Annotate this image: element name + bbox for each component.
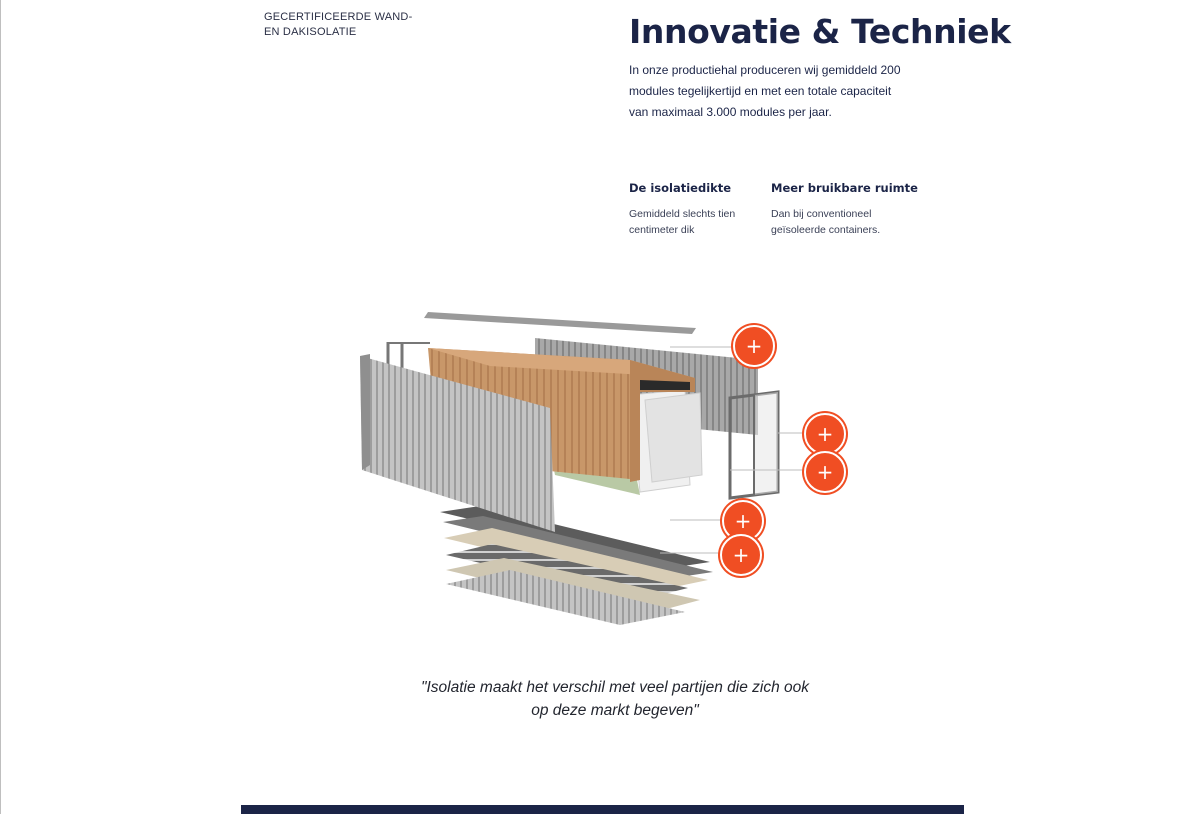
- pull-quote: [390, 676, 840, 722]
- page-left-border: [0, 0, 1, 814]
- container-exploded-illustration: [340, 300, 860, 630]
- feature-title: De isolatiedikte: [629, 181, 732, 195]
- eyebrow-line-1: GECERTIFICEERDE WAND-: [264, 11, 413, 23]
- hotspot-door-button[interactable]: [804, 413, 846, 455]
- container-exploded-drawing: [340, 300, 860, 630]
- quote-line-2: op deze markt begeven": [531, 702, 699, 719]
- front-wall-edge: [360, 354, 370, 470]
- plus-icon: +: [816, 422, 834, 446]
- feature-usable-space: [771, 180, 921, 238]
- plus-icon: +: [732, 543, 750, 567]
- feature-insulation-thickness: [629, 180, 764, 238]
- page-title: Innovatie & Techniek: [629, 12, 1011, 51]
- eyebrow-line-2: EN DAKISOLATIE: [264, 26, 357, 38]
- feature-text: Gemiddeld slechts tien centimeter dik: [629, 208, 736, 236]
- quote-line-1: "Isolatie maakt het verschil met veel partijen die zich ook: [420, 679, 809, 696]
- intro-paragraph: In onze productiehal produceren wij gemiddeld 200 modules tegelijkertijd en met een totale capaciteit van maximaal 3.000 modules per jaar.: [629, 63, 901, 119]
- plus-icon: +: [816, 460, 834, 484]
- footer-band: [241, 805, 964, 814]
- feature-text: Dan bij conventioneel geïsoleerde containers.: [771, 208, 881, 236]
- feature-title: Meer bruikbare ruimte: [771, 181, 918, 195]
- section-eyebrow: [264, 10, 414, 40]
- hotspot-wall-button[interactable]: [804, 451, 846, 493]
- hotspot-roof-button[interactable]: [733, 325, 775, 367]
- plus-icon: +: [745, 334, 763, 358]
- hotspot-floor-button[interactable]: [720, 534, 762, 576]
- roof-panel: [424, 312, 696, 334]
- inner-panel-2: [645, 393, 702, 482]
- plus-icon: +: [734, 509, 752, 533]
